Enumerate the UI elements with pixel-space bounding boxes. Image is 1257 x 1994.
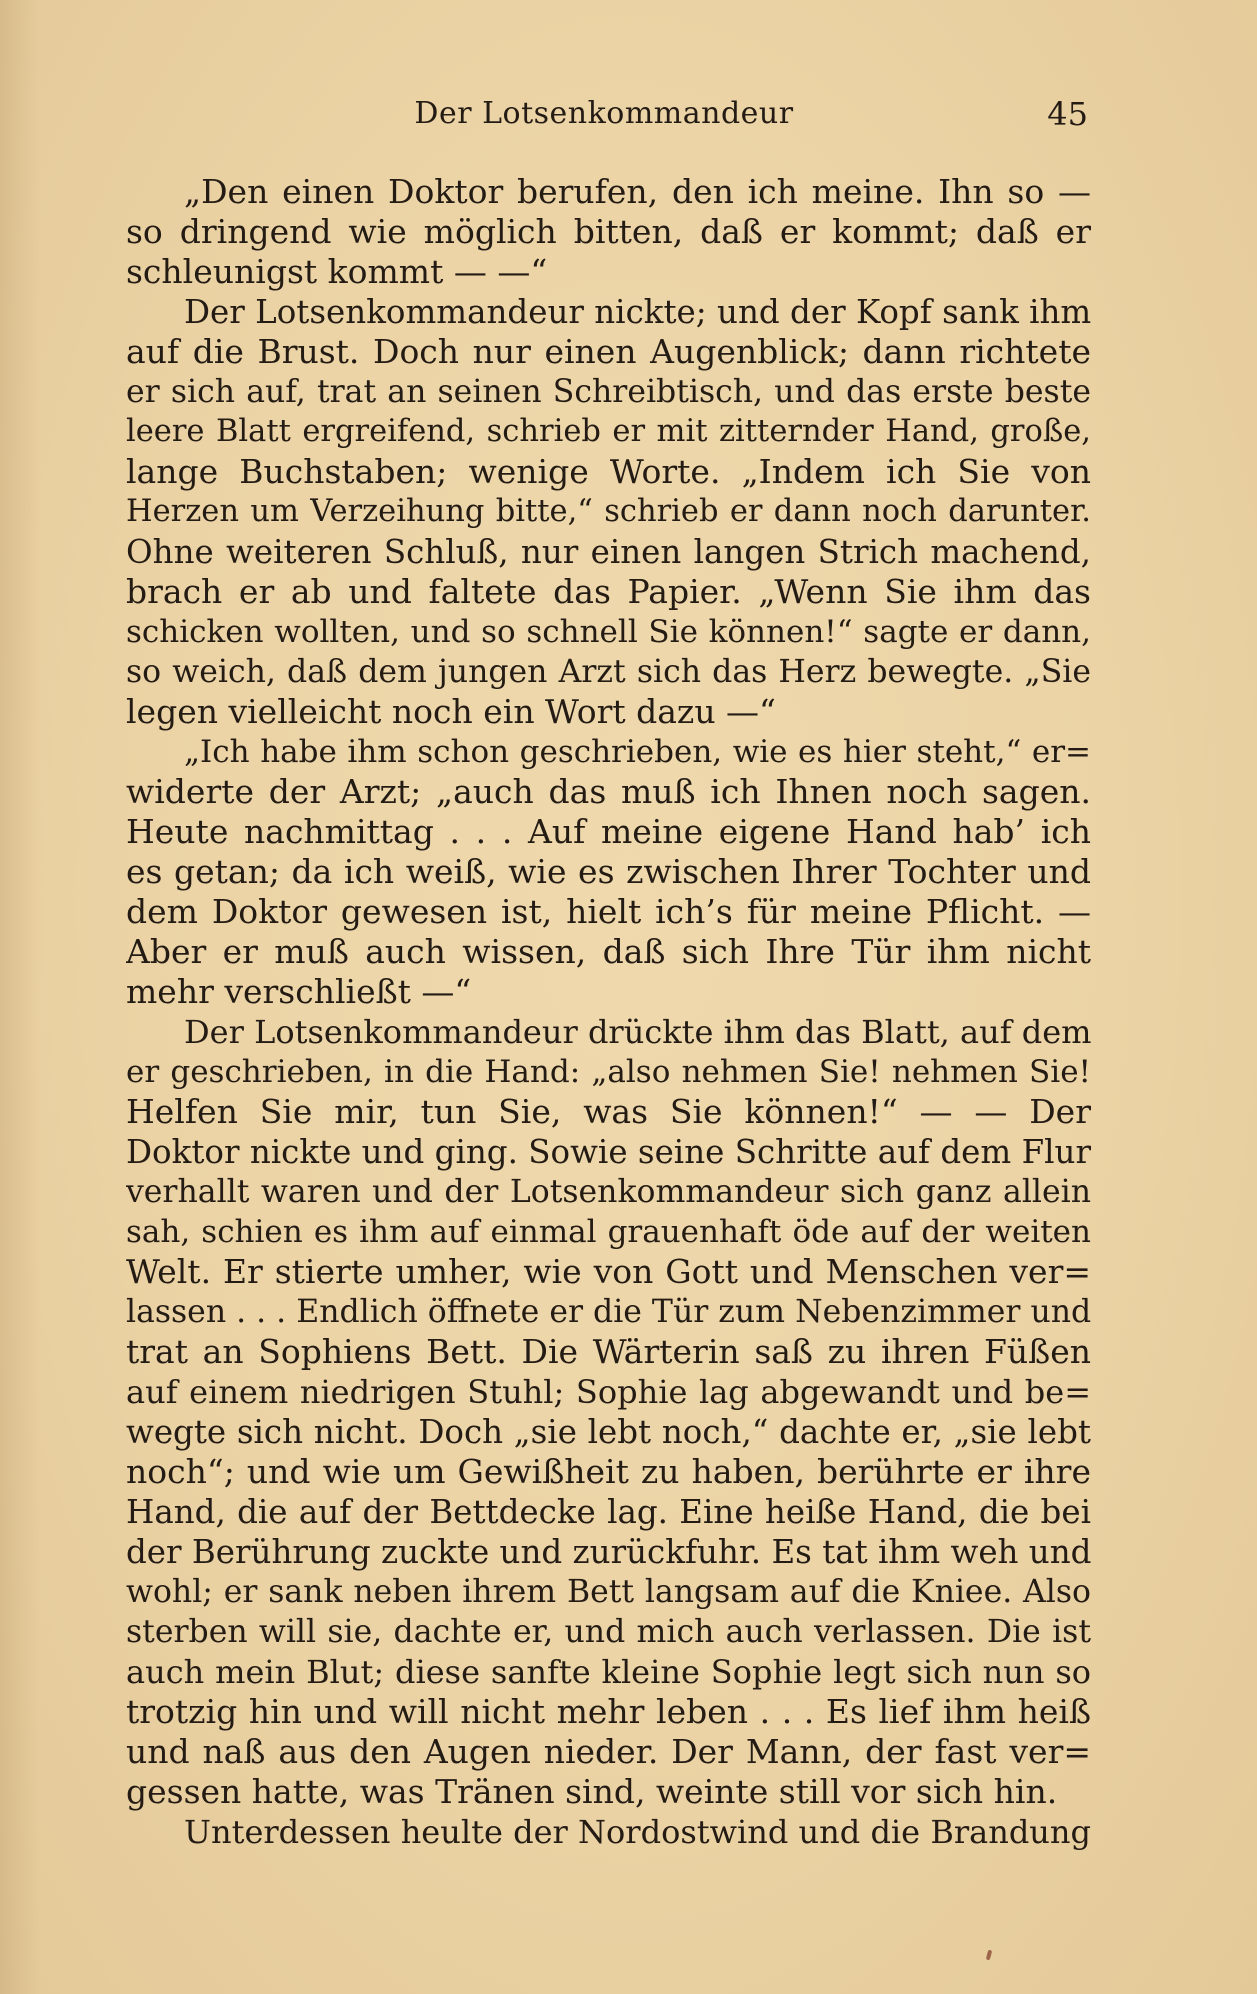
text-line: Welt. Er stierte umher, wie von Gott und Menschen ver= (126, 1252, 1091, 1291)
text-line: Doktor nickte und ging. Sowie seine Schritte auf dem Flur (126, 1133, 1091, 1171)
text-line: und naß aus den Augen nieder. Der Mann, der fast ver= (126, 1732, 1091, 1771)
text-line: so weich, daß dem jungen Arzt sich das Herz bewegte. „Sie (126, 654, 1091, 690)
text-line: schicken wollten, und so schnell Sie können!“ sagte er dann, (126, 614, 1091, 650)
text-line: Der Lotsenkommandeur drückte ihm das Blatt, auf dem (184, 1013, 1091, 1051)
text-line: er geschrieben, in die Hand: „also nehmen Sie! nehmen Sie! (126, 1054, 1091, 1090)
text-line: mehr verschließt —“ (126, 972, 472, 1011)
text-line: legen vielleicht noch ein Wort dazu —“ (126, 692, 776, 731)
text-line: leere Blatt ergreifend, schrieb er mit zitternder Hand, große, (126, 414, 1091, 449)
text-line: verhallt waren und der Lotsenkommandeur sich ganz allein (126, 1174, 1091, 1210)
text-line: trat an Sophiens Bett. Die Wärterin saß zu ihren Füßen (126, 1332, 1091, 1371)
text-line: Aber er muß auch wissen, daß sich Ihre Tür ihm nicht (126, 932, 1091, 971)
text-line: „Ich habe ihm schon geschrieben, wie es hier steht,“ er= (184, 734, 1091, 770)
page-number: 45 (1047, 95, 1088, 133)
text-line: so dringend wie möglich bitten, daß er kommt; daß er (126, 212, 1091, 251)
running-head (120, 92, 1088, 136)
text-line: Helfen Sie mir, tun Sie, was Sie können!“ — — Der (126, 1092, 1091, 1131)
text-line: brach er ab und faltete das Papier. „Wenn Sie ihm das (126, 572, 1091, 611)
text-line: Der Lotsenkommandeur nickte; und der Kopf sank ihm (184, 293, 1091, 331)
text-line: Heute nachmittag . . . Auf meine eigene Hand hab’ ich (126, 812, 1091, 851)
text-line: auf die Brust. Doch nur einen Augenblick; dann richtete (126, 332, 1091, 371)
body-text (126, 172, 1091, 1852)
text-line: wegte sich nicht. Doch „sie lebt noch,“ dachte er, „sie lebt (126, 1413, 1091, 1451)
text-line: auch mein Blut; diese sanfte kleine Sophie legt sich nun so (126, 1653, 1091, 1691)
text-line: lassen . . . Endlich öffnete er die Tür zum Nebenzimmer und (126, 1294, 1091, 1330)
text-line: dem Doktor gewesen ist, hielt ich’s für meine Pflicht. — (126, 892, 1091, 931)
text-line: wohl; er sank neben ihrem Bett langsam auf die Kniee. Also (126, 1574, 1091, 1610)
text-line: sah, schien es ihm auf einmal grauenhaft öde auf der weiten (126, 1214, 1091, 1250)
running-title: Der Lotsenkommandeur (414, 96, 794, 131)
text-line: Unterdessen heulte der Nordostwind und die Brandung (184, 1813, 1091, 1851)
text-line: trotzig hin und will nicht mehr leben . . . Es lief ihm heiß (126, 1692, 1091, 1731)
text-line: er sich auf, trat an seinen Schreibtisch, und das erste beste (126, 374, 1091, 410)
text-line: es getan; da ich weiß, wie es zwischen Ihrer Tochter und (126, 852, 1091, 891)
text-line: Ohne weiteren Schluß, nur einen langen Strich machend, (126, 533, 1091, 571)
text-line: gessen hatte, was Tränen sind, weinte still vor sich hin. (126, 1772, 1058, 1811)
text-line: auf einem niedrigen Stuhl; Sophie lag abgewandt und be= (126, 1373, 1091, 1411)
text-line: der Berührung zuckte und zurückfuhr. Es tat ihm weh und (126, 1533, 1091, 1571)
text-line: Herzen um Verzeihung bitte,“ schrieb er dann noch darunter. (126, 494, 1091, 529)
text-line: Hand, die auf der Bettdecke lag. Eine heiße Hand, die bei (126, 1493, 1091, 1531)
text-line: lange Buchstaben; wenige Worte. „Indem ich Sie von (126, 452, 1091, 491)
text-line: sterben will sie, dachte er, und mich auch verlassen. Die ist (126, 1614, 1091, 1650)
text-line: schleunigst kommt — —“ (126, 252, 548, 291)
text-line: widerte der Arzt; „auch das muß ich Ihnen noch sagen. (126, 772, 1091, 811)
text-line: noch“; und wie um Gewißheit zu haben, berührte er ihre (126, 1452, 1091, 1491)
text-line: „Den einen Doktor berufen, den ich meine. Ihn so — (184, 172, 1091, 211)
ink-speck (986, 1950, 992, 1961)
